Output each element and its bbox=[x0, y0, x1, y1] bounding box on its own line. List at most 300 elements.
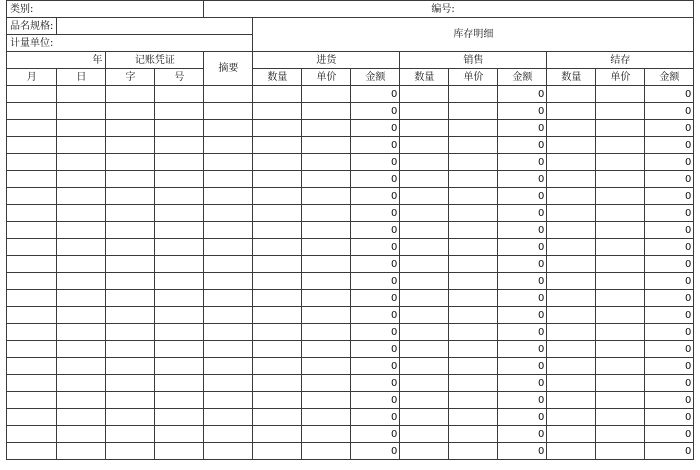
balance-amount-cell[interactable]: 0 bbox=[645, 307, 694, 324]
ledger-cell[interactable] bbox=[400, 120, 449, 137]
ledger-cell[interactable] bbox=[253, 86, 302, 103]
ledger-cell[interactable] bbox=[155, 103, 204, 120]
ledger-cell[interactable] bbox=[596, 409, 645, 426]
ledger-cell[interactable] bbox=[106, 103, 155, 120]
ledger-cell[interactable] bbox=[7, 188, 57, 205]
ledger-cell[interactable] bbox=[547, 358, 596, 375]
balance-amount-cell[interactable]: 0 bbox=[645, 273, 694, 290]
purchase-amount-cell[interactable]: 0 bbox=[351, 375, 400, 392]
sales-amount-cell[interactable]: 0 bbox=[498, 120, 547, 137]
ledger-cell[interactable] bbox=[253, 171, 302, 188]
ledger-cell[interactable] bbox=[400, 358, 449, 375]
ledger-cell[interactable] bbox=[106, 375, 155, 392]
ledger-cell[interactable] bbox=[400, 188, 449, 205]
ledger-cell[interactable] bbox=[155, 205, 204, 222]
ledger-cell[interactable] bbox=[253, 256, 302, 273]
sales-amount-cell[interactable]: 0 bbox=[498, 86, 547, 103]
ledger-cell[interactable] bbox=[7, 324, 57, 341]
ledger-cell[interactable] bbox=[155, 273, 204, 290]
ledger-cell[interactable] bbox=[547, 171, 596, 188]
ledger-cell[interactable] bbox=[7, 375, 57, 392]
ledger-cell[interactable] bbox=[253, 409, 302, 426]
ledger-cell[interactable] bbox=[7, 120, 57, 137]
ledger-cell[interactable] bbox=[57, 443, 106, 460]
ledger-cell[interactable] bbox=[7, 154, 57, 171]
ledger-cell[interactable] bbox=[253, 307, 302, 324]
ledger-cell[interactable] bbox=[302, 290, 351, 307]
ledger-cell[interactable] bbox=[204, 256, 253, 273]
sales-amount-cell[interactable]: 0 bbox=[498, 290, 547, 307]
ledger-cell[interactable] bbox=[253, 273, 302, 290]
ledger-cell[interactable] bbox=[57, 273, 106, 290]
ledger-cell[interactable] bbox=[547, 392, 596, 409]
ledger-cell[interactable] bbox=[400, 256, 449, 273]
ledger-cell[interactable] bbox=[7, 239, 57, 256]
balance-amount-cell[interactable]: 0 bbox=[645, 188, 694, 205]
ledger-cell[interactable] bbox=[449, 426, 498, 443]
ledger-cell[interactable] bbox=[547, 290, 596, 307]
balance-amount-cell[interactable]: 0 bbox=[645, 239, 694, 256]
ledger-cell[interactable] bbox=[204, 290, 253, 307]
ledger-cell[interactable] bbox=[204, 205, 253, 222]
ledger-cell[interactable] bbox=[57, 171, 106, 188]
balance-amount-cell[interactable]: 0 bbox=[645, 290, 694, 307]
ledger-cell[interactable] bbox=[7, 307, 57, 324]
ledger-cell[interactable] bbox=[204, 188, 253, 205]
purchase-amount-cell[interactable]: 0 bbox=[351, 103, 400, 120]
ledger-cell[interactable] bbox=[596, 188, 645, 205]
purchase-amount-cell[interactable]: 0 bbox=[351, 239, 400, 256]
purchase-amount-cell[interactable]: 0 bbox=[351, 290, 400, 307]
ledger-cell[interactable] bbox=[106, 290, 155, 307]
ledger-cell[interactable] bbox=[106, 358, 155, 375]
ledger-cell[interactable] bbox=[57, 409, 106, 426]
ledger-cell[interactable] bbox=[547, 324, 596, 341]
ledger-cell[interactable] bbox=[449, 290, 498, 307]
sales-amount-cell[interactable]: 0 bbox=[498, 443, 547, 460]
ledger-cell[interactable] bbox=[7, 222, 57, 239]
ledger-cell[interactable] bbox=[155, 358, 204, 375]
ledger-cell[interactable] bbox=[155, 307, 204, 324]
purchase-amount-cell[interactable]: 0 bbox=[351, 171, 400, 188]
ledger-cell[interactable] bbox=[57, 256, 106, 273]
ledger-cell[interactable] bbox=[57, 290, 106, 307]
sales-amount-cell[interactable]: 0 bbox=[498, 222, 547, 239]
ledger-cell[interactable] bbox=[547, 341, 596, 358]
ledger-cell[interactable] bbox=[204, 307, 253, 324]
purchase-amount-cell[interactable]: 0 bbox=[351, 426, 400, 443]
ledger-cell[interactable] bbox=[204, 341, 253, 358]
ledger-cell[interactable] bbox=[449, 358, 498, 375]
balance-amount-cell[interactable]: 0 bbox=[645, 324, 694, 341]
ledger-cell[interactable] bbox=[596, 86, 645, 103]
ledger-cell[interactable] bbox=[204, 239, 253, 256]
ledger-cell[interactable] bbox=[596, 307, 645, 324]
purchase-amount-cell[interactable]: 0 bbox=[351, 154, 400, 171]
ledger-cell[interactable] bbox=[253, 426, 302, 443]
ledger-cell[interactable] bbox=[400, 222, 449, 239]
ledger-cell[interactable] bbox=[400, 273, 449, 290]
ledger-cell[interactable] bbox=[547, 103, 596, 120]
purchase-amount-cell[interactable]: 0 bbox=[351, 120, 400, 137]
purchase-amount-cell[interactable]: 0 bbox=[351, 307, 400, 324]
ledger-cell[interactable] bbox=[57, 375, 106, 392]
ledger-cell[interactable] bbox=[155, 154, 204, 171]
ledger-cell[interactable] bbox=[547, 443, 596, 460]
ledger-cell[interactable] bbox=[204, 375, 253, 392]
ledger-cell[interactable] bbox=[7, 86, 57, 103]
ledger-cell[interactable] bbox=[204, 273, 253, 290]
ledger-cell[interactable] bbox=[449, 86, 498, 103]
ledger-cell[interactable] bbox=[204, 392, 253, 409]
ledger-cell[interactable] bbox=[57, 103, 106, 120]
ledger-cell[interactable] bbox=[7, 426, 57, 443]
ledger-cell[interactable] bbox=[302, 222, 351, 239]
ledger-cell[interactable] bbox=[253, 154, 302, 171]
spec-value-cell[interactable] bbox=[57, 18, 253, 35]
ledger-cell[interactable] bbox=[400, 426, 449, 443]
ledger-cell[interactable] bbox=[106, 273, 155, 290]
ledger-cell[interactable] bbox=[596, 103, 645, 120]
ledger-cell[interactable] bbox=[155, 188, 204, 205]
sales-amount-cell[interactable]: 0 bbox=[498, 307, 547, 324]
ledger-cell[interactable] bbox=[302, 426, 351, 443]
purchase-amount-cell[interactable]: 0 bbox=[351, 392, 400, 409]
ledger-cell[interactable] bbox=[155, 443, 204, 460]
ledger-cell[interactable] bbox=[449, 409, 498, 426]
ledger-cell[interactable] bbox=[596, 239, 645, 256]
sales-amount-cell[interactable]: 0 bbox=[498, 341, 547, 358]
ledger-cell[interactable] bbox=[596, 171, 645, 188]
ledger-cell[interactable] bbox=[7, 290, 57, 307]
ledger-cell[interactable] bbox=[400, 375, 449, 392]
ledger-cell[interactable] bbox=[449, 171, 498, 188]
sales-amount-cell[interactable]: 0 bbox=[498, 103, 547, 120]
ledger-cell[interactable] bbox=[7, 443, 57, 460]
ledger-cell[interactable] bbox=[449, 273, 498, 290]
ledger-cell[interactable] bbox=[57, 222, 106, 239]
balance-amount-cell[interactable]: 0 bbox=[645, 171, 694, 188]
ledger-cell[interactable] bbox=[106, 154, 155, 171]
ledger-cell[interactable] bbox=[547, 154, 596, 171]
ledger-cell[interactable] bbox=[449, 205, 498, 222]
ledger-cell[interactable] bbox=[253, 137, 302, 154]
ledger-cell[interactable] bbox=[253, 290, 302, 307]
ledger-cell[interactable] bbox=[7, 137, 57, 154]
ledger-cell[interactable] bbox=[7, 358, 57, 375]
ledger-cell[interactable] bbox=[155, 341, 204, 358]
ledger-cell[interactable] bbox=[302, 409, 351, 426]
ledger-cell[interactable] bbox=[400, 324, 449, 341]
ledger-cell[interactable] bbox=[106, 307, 155, 324]
ledger-cell[interactable] bbox=[547, 239, 596, 256]
ledger-cell[interactable] bbox=[596, 392, 645, 409]
ledger-cell[interactable] bbox=[106, 443, 155, 460]
ledger-cell[interactable] bbox=[400, 392, 449, 409]
ledger-cell[interactable] bbox=[106, 188, 155, 205]
balance-amount-cell[interactable]: 0 bbox=[645, 86, 694, 103]
balance-amount-cell[interactable]: 0 bbox=[645, 392, 694, 409]
ledger-cell[interactable] bbox=[106, 239, 155, 256]
purchase-amount-cell[interactable]: 0 bbox=[351, 222, 400, 239]
ledger-cell[interactable] bbox=[449, 392, 498, 409]
ledger-cell[interactable] bbox=[449, 120, 498, 137]
ledger-cell[interactable] bbox=[253, 205, 302, 222]
ledger-cell[interactable] bbox=[400, 154, 449, 171]
ledger-cell[interactable] bbox=[302, 375, 351, 392]
ledger-cell[interactable] bbox=[302, 171, 351, 188]
balance-amount-cell[interactable]: 0 bbox=[645, 426, 694, 443]
sales-amount-cell[interactable]: 0 bbox=[498, 375, 547, 392]
sales-amount-cell[interactable]: 0 bbox=[498, 188, 547, 205]
ledger-cell[interactable] bbox=[57, 120, 106, 137]
balance-amount-cell[interactable]: 0 bbox=[645, 137, 694, 154]
ledger-cell[interactable] bbox=[57, 154, 106, 171]
ledger-cell[interactable] bbox=[547, 273, 596, 290]
sales-amount-cell[interactable]: 0 bbox=[498, 392, 547, 409]
sales-amount-cell[interactable]: 0 bbox=[498, 137, 547, 154]
ledger-cell[interactable] bbox=[547, 256, 596, 273]
ledger-cell[interactable] bbox=[400, 290, 449, 307]
ledger-cell[interactable] bbox=[204, 426, 253, 443]
ledger-cell[interactable] bbox=[400, 239, 449, 256]
ledger-cell[interactable] bbox=[106, 205, 155, 222]
ledger-cell[interactable] bbox=[106, 120, 155, 137]
ledger-cell[interactable] bbox=[596, 341, 645, 358]
ledger-cell[interactable] bbox=[449, 222, 498, 239]
ledger-cell[interactable] bbox=[57, 426, 106, 443]
ledger-cell[interactable] bbox=[204, 409, 253, 426]
ledger-cell[interactable] bbox=[57, 188, 106, 205]
ledger-cell[interactable] bbox=[253, 120, 302, 137]
ledger-cell[interactable] bbox=[155, 137, 204, 154]
ledger-cell[interactable] bbox=[596, 273, 645, 290]
ledger-cell[interactable] bbox=[449, 239, 498, 256]
ledger-cell[interactable] bbox=[596, 443, 645, 460]
balance-amount-cell[interactable]: 0 bbox=[645, 154, 694, 171]
ledger-cell[interactable] bbox=[253, 392, 302, 409]
ledger-cell[interactable] bbox=[547, 86, 596, 103]
ledger-cell[interactable] bbox=[547, 375, 596, 392]
ledger-cell[interactable] bbox=[253, 358, 302, 375]
ledger-cell[interactable] bbox=[155, 324, 204, 341]
ledger-cell[interactable] bbox=[253, 375, 302, 392]
sales-amount-cell[interactable]: 0 bbox=[498, 256, 547, 273]
ledger-cell[interactable] bbox=[253, 188, 302, 205]
purchase-amount-cell[interactable]: 0 bbox=[351, 86, 400, 103]
ledger-cell[interactable] bbox=[204, 120, 253, 137]
ledger-cell[interactable] bbox=[7, 171, 57, 188]
balance-amount-cell[interactable]: 0 bbox=[645, 120, 694, 137]
ledger-cell[interactable] bbox=[106, 341, 155, 358]
ledger-cell[interactable] bbox=[57, 392, 106, 409]
ledger-cell[interactable] bbox=[204, 154, 253, 171]
ledger-cell[interactable] bbox=[449, 103, 498, 120]
ledger-cell[interactable] bbox=[449, 443, 498, 460]
ledger-cell[interactable] bbox=[596, 290, 645, 307]
ledger-cell[interactable] bbox=[547, 120, 596, 137]
purchase-amount-cell[interactable]: 0 bbox=[351, 256, 400, 273]
ledger-cell[interactable] bbox=[204, 103, 253, 120]
ledger-cell[interactable] bbox=[7, 205, 57, 222]
ledger-cell[interactable] bbox=[106, 171, 155, 188]
ledger-cell[interactable] bbox=[253, 103, 302, 120]
ledger-cell[interactable] bbox=[57, 137, 106, 154]
ledger-cell[interactable] bbox=[547, 307, 596, 324]
ledger-cell[interactable] bbox=[302, 103, 351, 120]
ledger-cell[interactable] bbox=[253, 324, 302, 341]
ledger-cell[interactable] bbox=[547, 222, 596, 239]
ledger-cell[interactable] bbox=[155, 409, 204, 426]
purchase-amount-cell[interactable]: 0 bbox=[351, 205, 400, 222]
ledger-cell[interactable] bbox=[302, 256, 351, 273]
ledger-cell[interactable] bbox=[204, 222, 253, 239]
ledger-cell[interactable] bbox=[57, 324, 106, 341]
ledger-cell[interactable] bbox=[302, 120, 351, 137]
ledger-cell[interactable] bbox=[449, 137, 498, 154]
ledger-cell[interactable] bbox=[302, 358, 351, 375]
ledger-cell[interactable] bbox=[106, 426, 155, 443]
ledger-cell[interactable] bbox=[547, 205, 596, 222]
ledger-cell[interactable] bbox=[596, 154, 645, 171]
ledger-cell[interactable] bbox=[547, 409, 596, 426]
ledger-cell[interactable] bbox=[596, 426, 645, 443]
purchase-amount-cell[interactable]: 0 bbox=[351, 188, 400, 205]
purchase-amount-cell[interactable]: 0 bbox=[351, 443, 400, 460]
ledger-cell[interactable] bbox=[57, 86, 106, 103]
ledger-cell[interactable] bbox=[547, 137, 596, 154]
ledger-cell[interactable] bbox=[204, 86, 253, 103]
ledger-cell[interactable] bbox=[302, 443, 351, 460]
sales-amount-cell[interactable]: 0 bbox=[498, 324, 547, 341]
purchase-amount-cell[interactable]: 0 bbox=[351, 137, 400, 154]
ledger-cell[interactable] bbox=[204, 137, 253, 154]
balance-amount-cell[interactable]: 0 bbox=[645, 375, 694, 392]
ledger-cell[interactable] bbox=[449, 256, 498, 273]
ledger-cell[interactable] bbox=[204, 171, 253, 188]
sales-amount-cell[interactable]: 0 bbox=[498, 273, 547, 290]
sales-amount-cell[interactable]: 0 bbox=[498, 171, 547, 188]
purchase-amount-cell[interactable]: 0 bbox=[351, 273, 400, 290]
ledger-cell[interactable] bbox=[155, 290, 204, 307]
ledger-cell[interactable] bbox=[7, 273, 57, 290]
ledger-cell[interactable] bbox=[596, 324, 645, 341]
ledger-cell[interactable] bbox=[155, 120, 204, 137]
ledger-cell[interactable] bbox=[400, 307, 449, 324]
sales-amount-cell[interactable]: 0 bbox=[498, 154, 547, 171]
ledger-cell[interactable] bbox=[449, 341, 498, 358]
ledger-cell[interactable] bbox=[57, 307, 106, 324]
ledger-cell[interactable] bbox=[302, 154, 351, 171]
balance-amount-cell[interactable]: 0 bbox=[645, 103, 694, 120]
ledger-cell[interactable] bbox=[400, 103, 449, 120]
balance-amount-cell[interactable]: 0 bbox=[645, 205, 694, 222]
ledger-cell[interactable] bbox=[155, 222, 204, 239]
ledger-cell[interactable] bbox=[596, 358, 645, 375]
sales-amount-cell[interactable]: 0 bbox=[498, 239, 547, 256]
ledger-cell[interactable] bbox=[106, 222, 155, 239]
ledger-cell[interactable] bbox=[302, 307, 351, 324]
sales-amount-cell[interactable]: 0 bbox=[498, 358, 547, 375]
ledger-cell[interactable] bbox=[449, 154, 498, 171]
ledger-cell[interactable] bbox=[302, 137, 351, 154]
ledger-cell[interactable] bbox=[302, 86, 351, 103]
ledger-cell[interactable] bbox=[57, 358, 106, 375]
ledger-cell[interactable] bbox=[400, 171, 449, 188]
ledger-cell[interactable] bbox=[596, 120, 645, 137]
ledger-cell[interactable] bbox=[302, 392, 351, 409]
balance-amount-cell[interactable]: 0 bbox=[645, 256, 694, 273]
ledger-cell[interactable] bbox=[155, 256, 204, 273]
ledger-cell[interactable] bbox=[302, 273, 351, 290]
ledger-cell[interactable] bbox=[302, 341, 351, 358]
ledger-cell[interactable] bbox=[253, 341, 302, 358]
purchase-amount-cell[interactable]: 0 bbox=[351, 409, 400, 426]
ledger-cell[interactable] bbox=[400, 409, 449, 426]
ledger-cell[interactable] bbox=[596, 205, 645, 222]
ledger-cell[interactable] bbox=[547, 426, 596, 443]
ledger-cell[interactable] bbox=[596, 222, 645, 239]
ledger-cell[interactable] bbox=[57, 239, 106, 256]
balance-amount-cell[interactable]: 0 bbox=[645, 358, 694, 375]
ledger-cell[interactable] bbox=[155, 171, 204, 188]
ledger-cell[interactable] bbox=[106, 324, 155, 341]
ledger-cell[interactable] bbox=[155, 392, 204, 409]
balance-amount-cell[interactable]: 0 bbox=[645, 222, 694, 239]
ledger-cell[interactable] bbox=[57, 205, 106, 222]
ledger-cell[interactable] bbox=[204, 324, 253, 341]
balance-amount-cell[interactable]: 0 bbox=[645, 341, 694, 358]
ledger-cell[interactable] bbox=[7, 409, 57, 426]
ledger-cell[interactable] bbox=[400, 341, 449, 358]
ledger-cell[interactable] bbox=[302, 324, 351, 341]
ledger-cell[interactable] bbox=[449, 375, 498, 392]
ledger-cell[interactable] bbox=[547, 188, 596, 205]
ledger-cell[interactable] bbox=[253, 222, 302, 239]
ledger-cell[interactable] bbox=[253, 239, 302, 256]
ledger-cell[interactable] bbox=[400, 205, 449, 222]
ledger-cell[interactable] bbox=[106, 409, 155, 426]
ledger-cell[interactable] bbox=[596, 256, 645, 273]
ledger-cell[interactable] bbox=[204, 443, 253, 460]
ledger-cell[interactable] bbox=[400, 137, 449, 154]
ledger-cell[interactable] bbox=[449, 188, 498, 205]
ledger-cell[interactable] bbox=[400, 443, 449, 460]
ledger-cell[interactable] bbox=[400, 86, 449, 103]
balance-amount-cell[interactable]: 0 bbox=[645, 409, 694, 426]
ledger-cell[interactable] bbox=[302, 205, 351, 222]
ledger-cell[interactable] bbox=[57, 341, 106, 358]
ledger-cell[interactable] bbox=[155, 426, 204, 443]
sales-amount-cell[interactable]: 0 bbox=[498, 409, 547, 426]
ledger-cell[interactable] bbox=[302, 239, 351, 256]
ledger-cell[interactable] bbox=[302, 188, 351, 205]
ledger-cell[interactable] bbox=[596, 375, 645, 392]
ledger-cell[interactable] bbox=[449, 324, 498, 341]
sales-amount-cell[interactable]: 0 bbox=[498, 426, 547, 443]
purchase-amount-cell[interactable]: 0 bbox=[351, 341, 400, 358]
ledger-cell[interactable] bbox=[449, 307, 498, 324]
ledger-cell[interactable] bbox=[155, 239, 204, 256]
purchase-amount-cell[interactable]: 0 bbox=[351, 358, 400, 375]
ledger-cell[interactable] bbox=[7, 103, 57, 120]
sales-amount-cell[interactable]: 0 bbox=[498, 205, 547, 222]
ledger-cell[interactable] bbox=[204, 358, 253, 375]
ledger-cell[interactable] bbox=[7, 341, 57, 358]
ledger-cell[interactable] bbox=[596, 137, 645, 154]
ledger-cell[interactable] bbox=[106, 86, 155, 103]
ledger-cell[interactable] bbox=[7, 392, 57, 409]
